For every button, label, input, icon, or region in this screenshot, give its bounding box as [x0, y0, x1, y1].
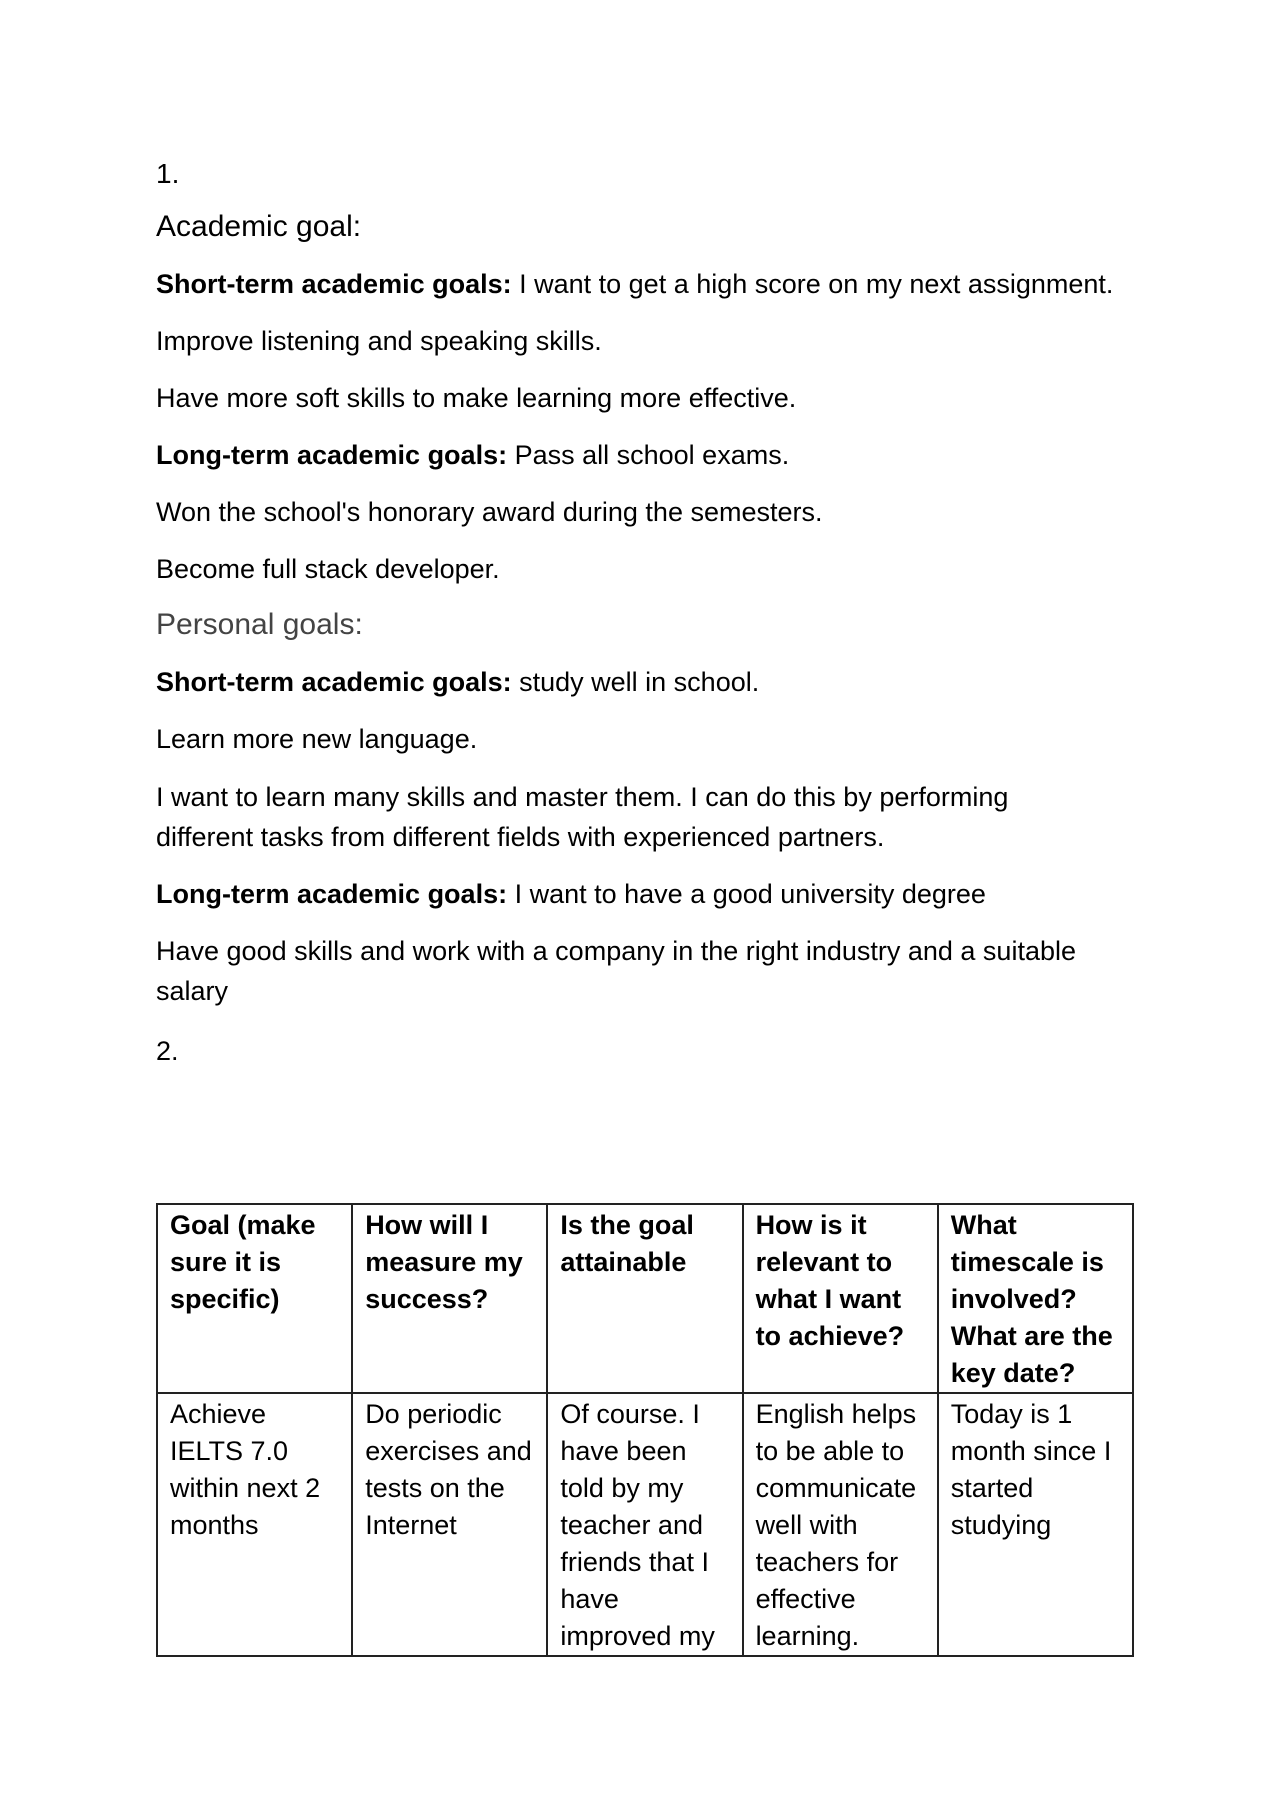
- personal-short-term-label: Short-term academic goals:: [156, 667, 512, 697]
- personal-goals-heading: Personal goals:: [156, 608, 363, 641]
- table-header-relevant: How is it relevant to what I want to achieve?: [743, 1204, 938, 1393]
- academic-long-term-paragraph: [156, 435, 1136, 475]
- table-cell-attainable: Of course. I have been told by my teacher and friends that I have improved my: [547, 1393, 742, 1656]
- academic-short-term-text: I want to get a high score on my next assignment.: [511, 269, 1114, 299]
- table-header-goal: Goal (make sure it is specific): [157, 1204, 352, 1393]
- academic-long-term-label: Long-term academic goals:: [156, 440, 508, 470]
- personal-short-term-paragraph: [156, 662, 1136, 702]
- personal-short-item: Learn more new language.: [156, 724, 478, 754]
- personal-long-term-paragraph: [156, 874, 1136, 914]
- table-header-row: [157, 1204, 1133, 1393]
- academic-long-item: Won the school's honorary award during the semesters.: [156, 497, 823, 527]
- smart-goal-table: [156, 1203, 1134, 1657]
- personal-short-item: I want to learn many skills and master them. I can do this by performing different tasks from different fields with experienced partners.: [156, 782, 1009, 852]
- table-cell-measure: Do periodic exercises and tests on the Internet: [352, 1393, 547, 1656]
- table-header-measure: How will I measure my success?: [352, 1204, 547, 1393]
- personal-long-term-label: Long-term academic goals:: [156, 879, 508, 909]
- academic-long-term-text: Pass all school exams.: [507, 440, 790, 470]
- section-number-1: 1.: [156, 158, 180, 189]
- table-header-timescale: What timescale is involved?What are the key date?: [938, 1204, 1133, 1393]
- academic-long-item: Become full stack developer.: [156, 554, 500, 584]
- academic-short-item: Improve listening and speaking skills.: [156, 326, 602, 356]
- academic-short-item: Have more soft skills to make learning more effective.: [156, 383, 797, 413]
- section-number-2: 2.: [156, 1036, 179, 1066]
- table-cell-timescale: Today is 1 month since I started studying: [938, 1393, 1133, 1656]
- academic-goal-heading: Academic goal:: [156, 210, 362, 243]
- academic-short-term-label: Short-term academic goals:: [156, 269, 512, 299]
- personal-long-item: Have good skills and work with a company in the right industry and a suitable salary: [156, 936, 1076, 1006]
- academic-short-term-paragraph: [156, 264, 1136, 304]
- table-cell-relevant: English helps to be able to communicate well with teachers for effective learning.: [743, 1393, 938, 1656]
- table-header-attainable: Is the goal attainable: [547, 1204, 742, 1393]
- personal-long-term-text: I want to have a good university degree: [507, 879, 986, 909]
- table-cell-goal: Achieve IELTS 7.0 within next 2 months: [157, 1393, 352, 1656]
- table-row: [157, 1393, 1133, 1656]
- personal-short-term-text: study well in school.: [511, 667, 760, 697]
